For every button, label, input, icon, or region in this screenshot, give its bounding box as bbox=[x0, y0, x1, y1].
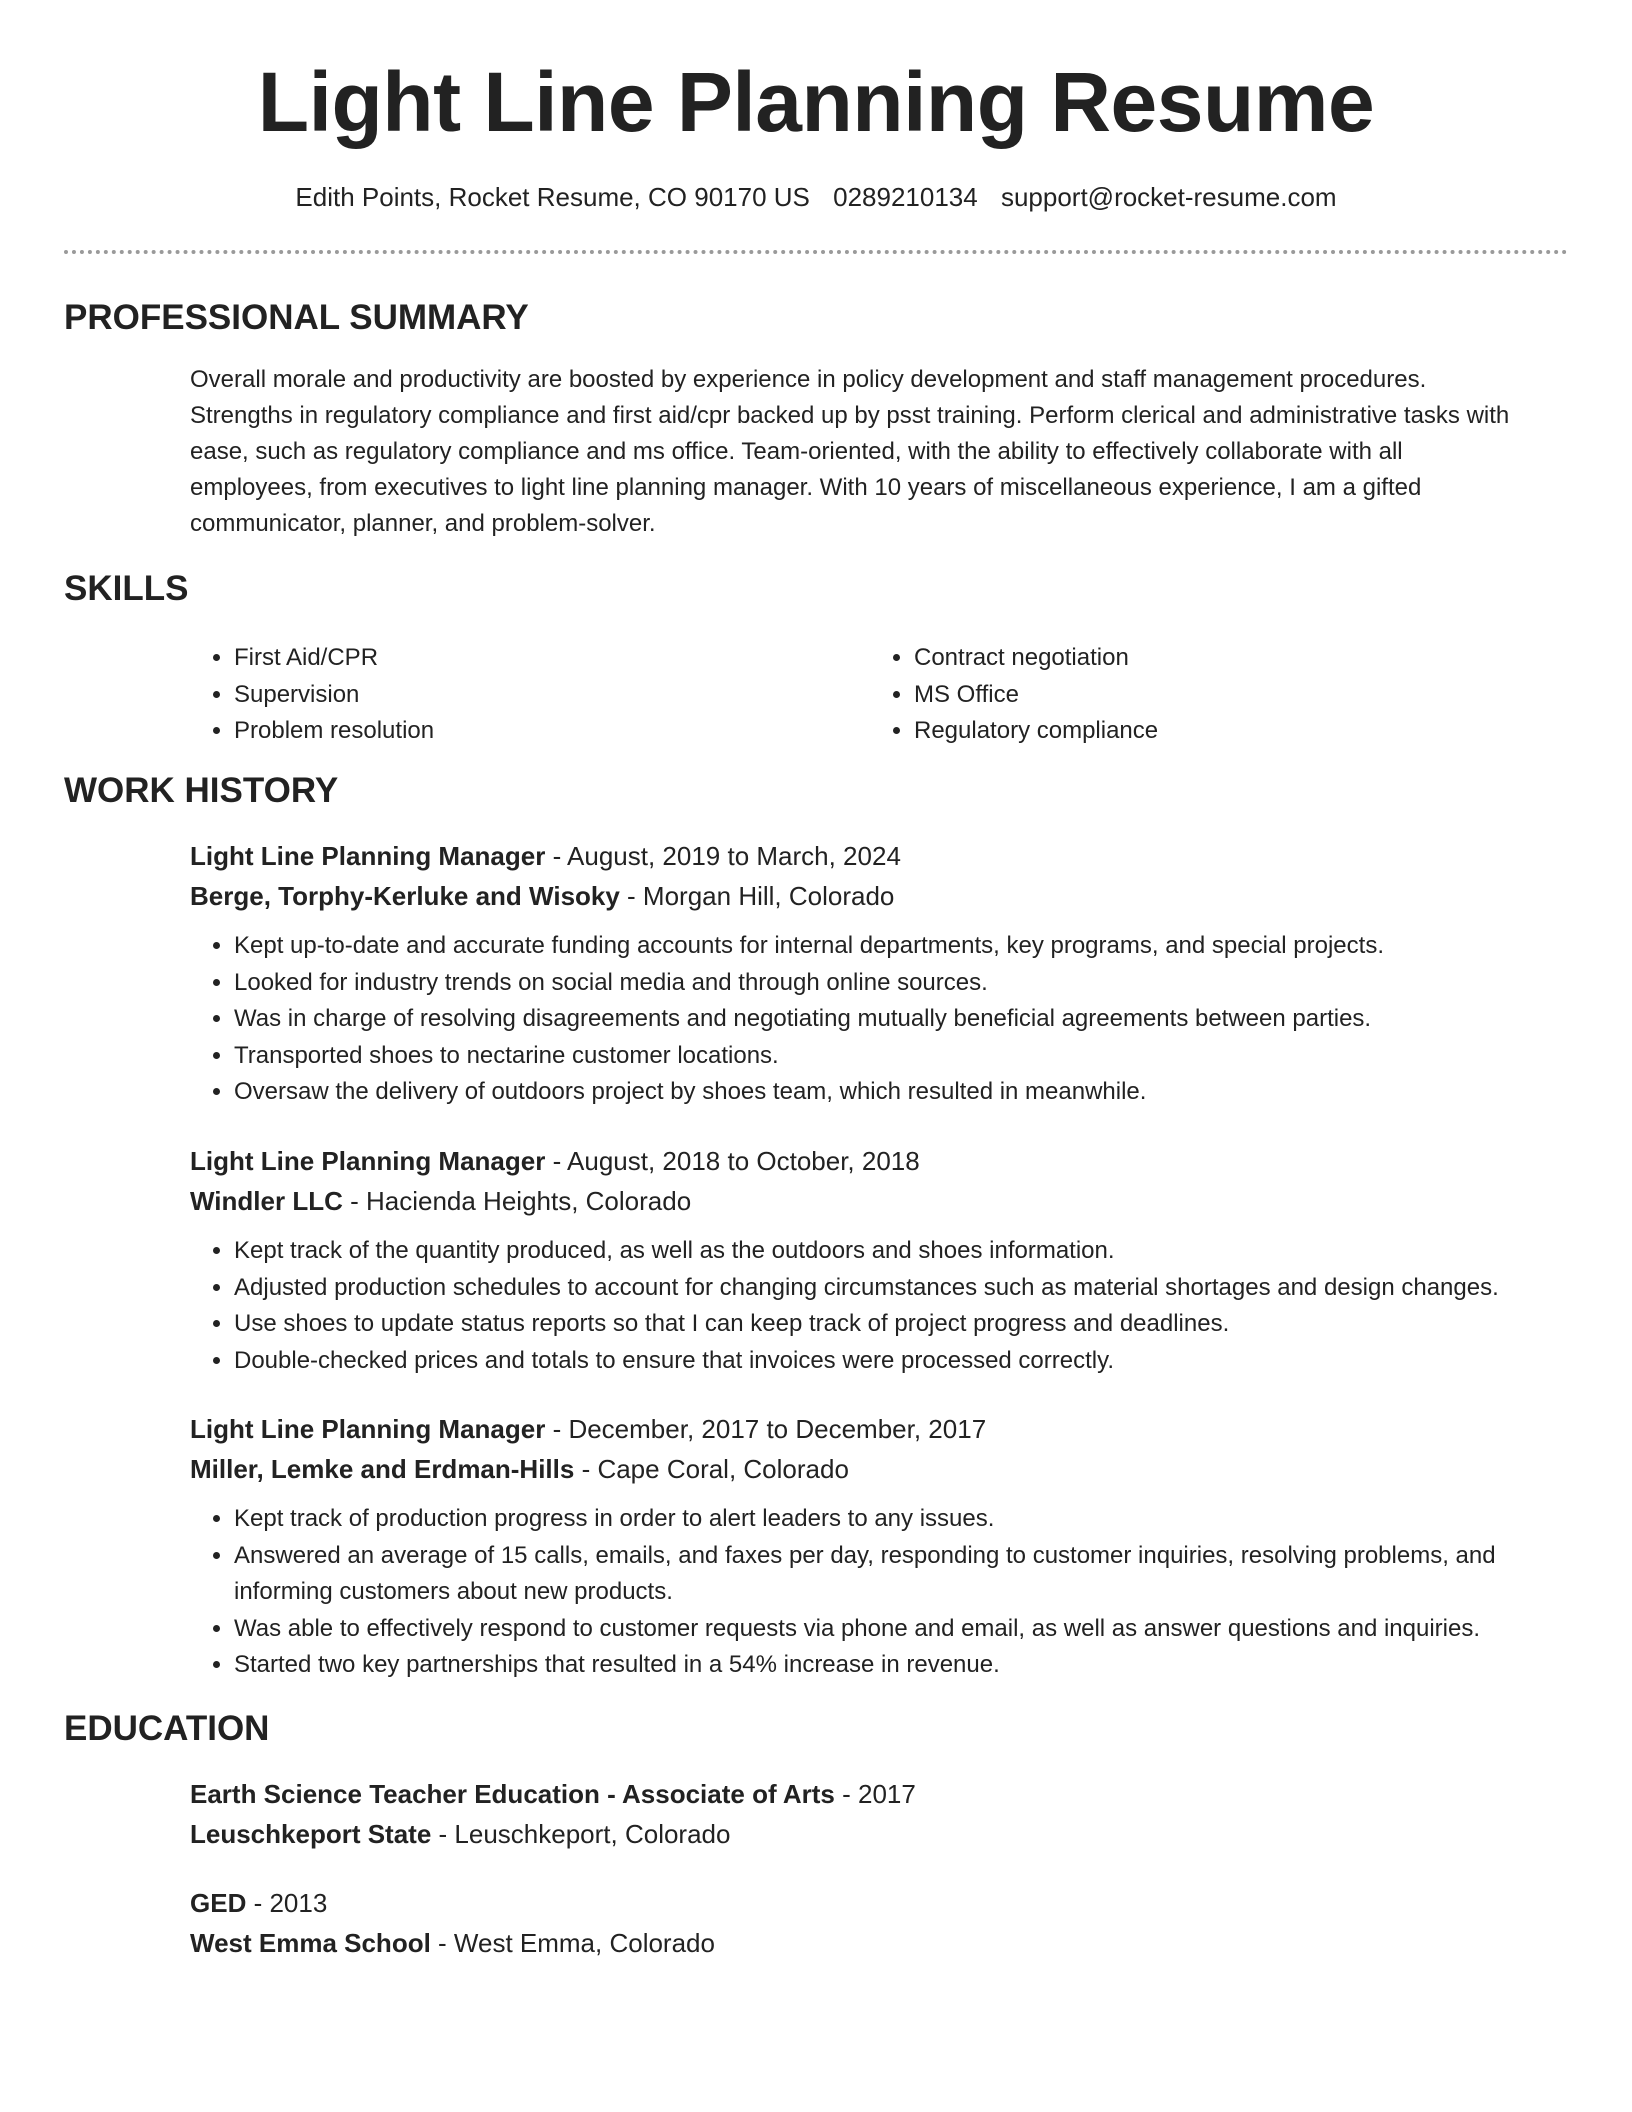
job-location: - Hacienda Heights, Colorado bbox=[342, 1186, 692, 1216]
skill-item: • MS Office bbox=[914, 677, 1158, 714]
job-entry bbox=[190, 1141, 1568, 1379]
education-year: - 2017 bbox=[834, 1779, 916, 1809]
skill-item: • Problem resolution bbox=[234, 713, 434, 750]
job-company: Berge, Torphy-Kerluke and Wisoky bbox=[190, 881, 620, 911]
summary-text: Overall morale and productivity are boosted by experience in policy development and staff management procedures. Strengths in regulatory compliance and first aid/cpr backed up by psst training. Perform clerical and administrative tasks with ease, such as regulatory compliance and ms office. Team-oriented, with the ability to effectively collaborate with all employees, from executives to light line planning manager. With 10 years of miscellaneous experience, I am a gifted communicator, planner, and problem-solver. bbox=[190, 366, 1510, 537]
job-title-line bbox=[190, 1409, 1568, 1449]
education-entry bbox=[190, 1883, 1568, 1963]
education-school: West Emma School bbox=[190, 1928, 431, 1958]
job-bullet: • Double-checked prices and totals to ensure that invoices were processed correctly. bbox=[234, 1343, 1568, 1380]
skill-item: • Contract negotiation bbox=[914, 640, 1158, 677]
job-dates: - December, 2017 to December, 2017 bbox=[545, 1414, 987, 1444]
contact-line bbox=[0, 180, 1632, 214]
job-role: Light Line Planning Manager bbox=[190, 841, 546, 871]
job-bullet: • Kept track of the quantity produced, as well as the outdoors and shoes information. bbox=[234, 1233, 1568, 1270]
job-bullet: • Kept up-to-date and accurate funding accounts for internal departments, key programs, and special projects. bbox=[234, 928, 1568, 965]
job-bullet: • Started two key partnerships that resulted in a 54% increase in revenue. bbox=[234, 1647, 1574, 1684]
job-bullet: • Looked for industry trends on social media and through online sources. bbox=[234, 965, 1568, 1002]
education-location: - West Emma, Colorado bbox=[430, 1928, 715, 1958]
job-company: Windler LLC bbox=[190, 1186, 343, 1216]
skills-column-right bbox=[870, 640, 1158, 750]
education-school: Leuschkeport State bbox=[190, 1819, 432, 1849]
education-degree-line bbox=[190, 1883, 1568, 1923]
resume-title: Light Line Planning Resume bbox=[257, 55, 1375, 149]
job-title-line bbox=[190, 836, 1568, 876]
contact-email: support@rocket-resume.com bbox=[1000, 182, 1337, 212]
job-bullet: • Transported shoes to nectarine customer locations. bbox=[234, 1038, 1568, 1075]
job-bullet: • Kept track of production progress in order to alert leaders to any issues. bbox=[234, 1501, 1574, 1538]
job-bullet: • Adjusted production schedules to account for changing circumstances such as material shortages and design changes. bbox=[234, 1270, 1568, 1307]
education-degree-line bbox=[190, 1774, 1568, 1814]
job-bullet: • Answered an average of 15 calls, emails, and faxes per day, responding to customer inquiries, resolving problems, and informing customers about new products. bbox=[234, 1538, 1574, 1611]
skills-column-left bbox=[190, 640, 434, 750]
education-location: - Leuschkeport, Colorado bbox=[431, 1819, 731, 1849]
job-role: Light Line Planning Manager bbox=[190, 1414, 546, 1444]
job-bullets bbox=[190, 1501, 1574, 1684]
section-title-summary: PROFESSIONAL SUMMARY bbox=[64, 298, 529, 337]
skill-item: • Regulatory compliance bbox=[914, 713, 1158, 750]
job-bullet: • Was able to effectively respond to customer requests via phone and email, as well as answer questions and inquiries. bbox=[234, 1611, 1574, 1648]
section-title-education: EDUCATION bbox=[64, 1709, 270, 1748]
education-school-line bbox=[190, 1814, 1568, 1854]
job-company-line bbox=[190, 1449, 1568, 1489]
section-title-work: WORK HISTORY bbox=[64, 771, 339, 810]
education-degree: Earth Science Teacher Education - Associate of Arts bbox=[190, 1779, 835, 1809]
contact-phone: 0289210134 bbox=[833, 182, 978, 212]
job-bullet: • Was in charge of resolving disagreements and negotiating mutually beneficial agreements between parties. bbox=[234, 1001, 1568, 1038]
job-bullet: • Oversaw the delivery of outdoors project by shoes team, which resulted in meanwhile. bbox=[234, 1074, 1568, 1111]
contact-address: Edith Points, Rocket Resume, CO 90170 US bbox=[295, 182, 810, 212]
job-location: - Cape Coral, Colorado bbox=[574, 1454, 849, 1484]
job-company: Miller, Lemke and Erdman-Hills bbox=[190, 1454, 575, 1484]
job-entry bbox=[190, 836, 1568, 1111]
section-title-skills: SKILLS bbox=[64, 569, 189, 608]
education-entry bbox=[190, 1774, 1568, 1854]
education-degree: GED bbox=[190, 1888, 247, 1918]
education-school-line bbox=[190, 1923, 1568, 1963]
skill-item: • Supervision bbox=[234, 677, 434, 714]
skill-item: • First Aid/CPR bbox=[234, 640, 434, 677]
education-year: - 2013 bbox=[246, 1888, 328, 1918]
job-role: Light Line Planning Manager bbox=[190, 1146, 546, 1176]
job-bullet: • Use shoes to update status reports so that I can keep track of project progress and deadlines. bbox=[234, 1306, 1568, 1343]
header-divider bbox=[64, 250, 1568, 254]
job-bullets bbox=[190, 928, 1568, 1111]
job-company-line bbox=[190, 876, 1568, 916]
job-location: - Morgan Hill, Colorado bbox=[619, 881, 895, 911]
job-bullets bbox=[190, 1233, 1568, 1379]
job-title-line bbox=[190, 1141, 1568, 1181]
job-dates: - August, 2019 to March, 2024 bbox=[545, 841, 901, 871]
job-entry bbox=[190, 1409, 1568, 1684]
job-company-line bbox=[190, 1181, 1568, 1221]
job-dates: - August, 2018 to October, 2018 bbox=[545, 1146, 920, 1176]
